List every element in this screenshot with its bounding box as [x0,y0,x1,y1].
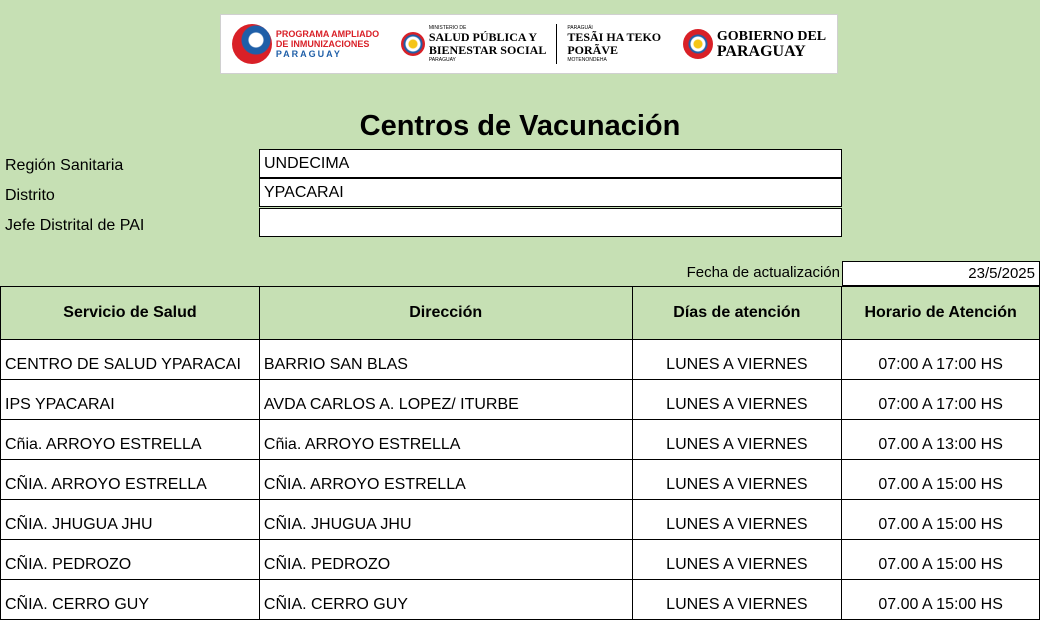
cell-dias: LUNES A VIERNES [632,420,842,460]
region-field[interactable]: UNDECIMA [259,149,842,178]
header-direccion: Dirección [259,287,632,340]
cell-dias: LUNES A VIERNES [632,340,842,380]
table-row [1,460,1040,500]
table-row [1,540,1040,580]
cell-dias: LUNES A VIERNES [632,380,842,420]
cell-servicio: CÑIA. CERRO GUY [1,580,260,620]
cell-direccion: CÑIA. PEDROZO [259,540,632,580]
cell-direccion: CÑIA. ARROYO ESTRELLA [259,460,632,500]
jefe-field[interactable] [259,208,842,237]
cell-horario: 07:00 A 17:00 HS [842,380,1040,420]
cell-dias: LUNES A VIERNES [632,580,842,620]
gobierno-seal-icon [683,29,713,59]
pai-logo-line3: PARAGUAY [275,49,342,59]
cell-servicio: CÑIA. JHUGUA JHU [1,500,260,540]
fecha-field[interactable]: 23/5/2025 [842,261,1040,286]
cell-direccion: CÑIA. JHUGUA JHU [259,500,632,540]
table-row [1,500,1040,540]
cell-horario: 07:00 A 17:00 HS [842,340,1040,380]
table-header-row [1,287,1040,340]
jefe-label: Jefe Distrital de PAI [5,217,145,234]
cell-servicio: CÑIA. PEDROZO [1,540,260,580]
table-row [1,380,1040,420]
table-row [1,340,1040,380]
cell-direccion: Cñia. ARROYO ESTRELLA [259,420,632,460]
cell-direccion: BARRIO SAN BLAS [259,340,632,380]
ministerio-logo-line2: BIENESTAR SOCIAL [428,43,547,57]
pai-logo-line1: PROGRAMA AMPLIADO [275,29,380,39]
gobierno-logo [683,29,826,59]
cell-dias: LUNES A VIERNES [632,460,842,500]
cell-direccion: AVDA CARLOS A. LOPEZ/ ITURBE [259,380,632,420]
pai-logo-line2: DE INMUNIZACIONES [275,39,370,49]
cell-horario: 07.00 A 15:00 HS [842,460,1040,500]
ministerio-logo-line1: SALUD PÚBLICA Y [428,30,538,44]
distrito-field[interactable]: YPACARAI [259,178,842,207]
header-horario: Horario de Atención [842,287,1040,340]
ministerio-logo-bottom: PARAGUAY [428,57,456,63]
cell-horario: 07.00 A 13:00 HS [842,420,1040,460]
header-dias: Días de atención [632,287,842,340]
tesai-logo-line2: PORÃVE [567,43,618,57]
pai-emblem-icon [232,24,272,64]
header-servicio: Servicio de Salud [1,287,260,340]
fecha-label: Fecha de actualización [686,264,840,281]
logo-banner [220,14,838,74]
gobierno-logo-line2: PARAGUAY [716,43,806,60]
cell-servicio: Cñia. ARROYO ESTRELLA [1,420,260,460]
table-row [1,580,1040,620]
tesai-logo-bottom: MOTENONDEHA [567,57,607,63]
table-row [1,420,1040,460]
cell-direccion: CÑIA. CERRO GUY [259,580,632,620]
tesai-logo-top: PARAGUÁI [567,25,593,31]
cell-dias: LUNES A VIERNES [632,540,842,580]
distrito-label: Distrito [5,187,55,204]
cell-servicio: IPS YPACARAI [1,380,260,420]
page-title: Centros de Vacunación [359,110,681,142]
pai-logo [232,24,379,64]
ministerio-logo-top: MINISTERIO DE [428,25,467,31]
cell-servicio: CÑIA. ARROYO ESTRELLA [1,460,260,500]
gobierno-logo-line1: GOBIERNO DEL [716,29,827,44]
cell-servicio: CENTRO DE SALUD YPARACAI [1,340,260,380]
cell-horario: 07.00 A 15:00 HS [842,500,1040,540]
cell-horario: 07.00 A 15:00 HS [842,540,1040,580]
cell-horario: 07.00 A 15:00 HS [842,580,1040,620]
seal-icon [401,32,425,56]
ministerio-logo [401,24,661,64]
vaccination-centers-table [0,286,1040,620]
tesai-logo-line1: TESÃI HA TEKO [567,30,662,44]
region-label: Región Sanitaria [5,157,124,174]
logo-divider [556,24,557,64]
cell-dias: LUNES A VIERNES [632,500,842,540]
